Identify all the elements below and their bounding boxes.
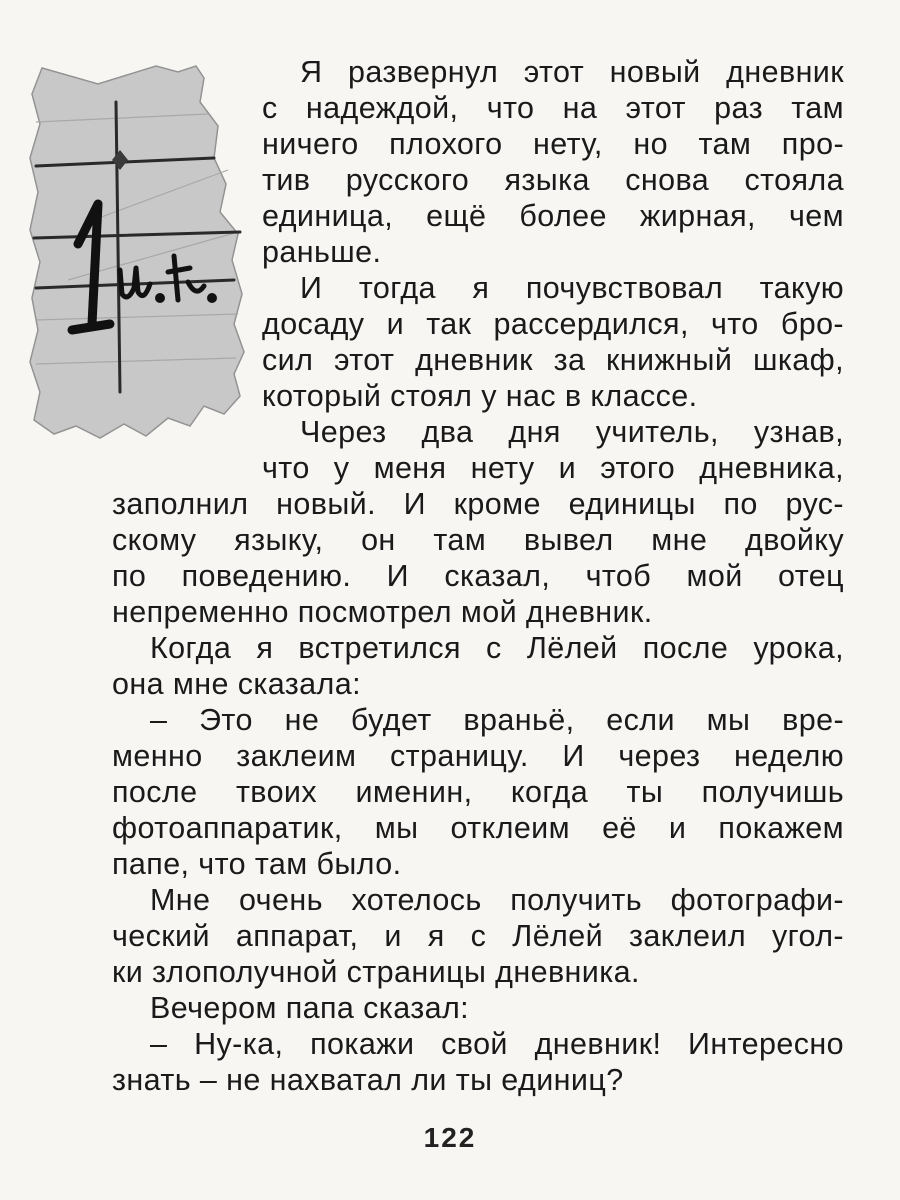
text-line: Вечером папа сказал: <box>150 991 470 1025</box>
text-line: Мне очень хотелось получить фотографи- <box>150 883 844 917</box>
text-line: который стоял у нас в классе. <box>262 379 698 413</box>
text-line: после твоих именин, когда ты получишь <box>112 775 844 809</box>
text-line: Когда я встретился с Лёлей после урока, <box>150 631 844 665</box>
text-line: сил этот дневник за книжный шкаф, <box>262 343 844 377</box>
text-line: ческий аппарат, и я с Лёлей заклеил угол- <box>112 919 844 953</box>
text-line: скому языку, он там вывел мне двойку <box>112 523 844 557</box>
text-line: раньше. <box>262 235 382 269</box>
text-line: – Это не будет враньё, если мы вре- <box>150 703 844 737</box>
text-line: папе, что там было. <box>112 847 402 881</box>
text-line: фотоаппаратик, мы отклеим её и покажем <box>112 811 844 845</box>
text-line: ничего плохого нету, но там про- <box>262 127 844 161</box>
text-line: заполнил новый. И кроме единицы по рус- <box>112 487 844 521</box>
text-line: досаду и так рассердился, что бро- <box>262 307 844 341</box>
text-line: тив русского языка снова стояла <box>262 163 844 197</box>
text-line: Я развернул этот новый дневник <box>300 55 844 89</box>
text-line: Через два дня учитель, узнав, <box>300 415 844 449</box>
page-number: 122 <box>423 1122 477 1153</box>
text-line: с надеждой, что на этот раз там <box>262 91 844 125</box>
text-line: она мне сказала: <box>112 667 361 701</box>
text-line: единица, ещё более жирная, чем <box>262 199 844 233</box>
text-line: менно заклеим страницу. И через неделю <box>112 739 844 773</box>
diary-page-illustration <box>28 62 250 442</box>
text-line: что у меня нету и этого дневника, <box>262 451 844 485</box>
text-line: ки злополучной страницы дневника. <box>112 955 640 989</box>
text-line: знать – не нахватал ли ты единиц? <box>112 1063 624 1097</box>
torn-diary-page-grade-icon <box>28 62 250 442</box>
text-line: непременно посмотрел мой дневник. <box>112 595 653 629</box>
text-line: по поведению. И сказал, чтоб мой отец <box>112 559 844 593</box>
text-line: – Ну-ка, покажи свой дневник! Интересно <box>150 1027 844 1061</box>
text-line: И тогда я почувствовал такую <box>300 271 844 305</box>
